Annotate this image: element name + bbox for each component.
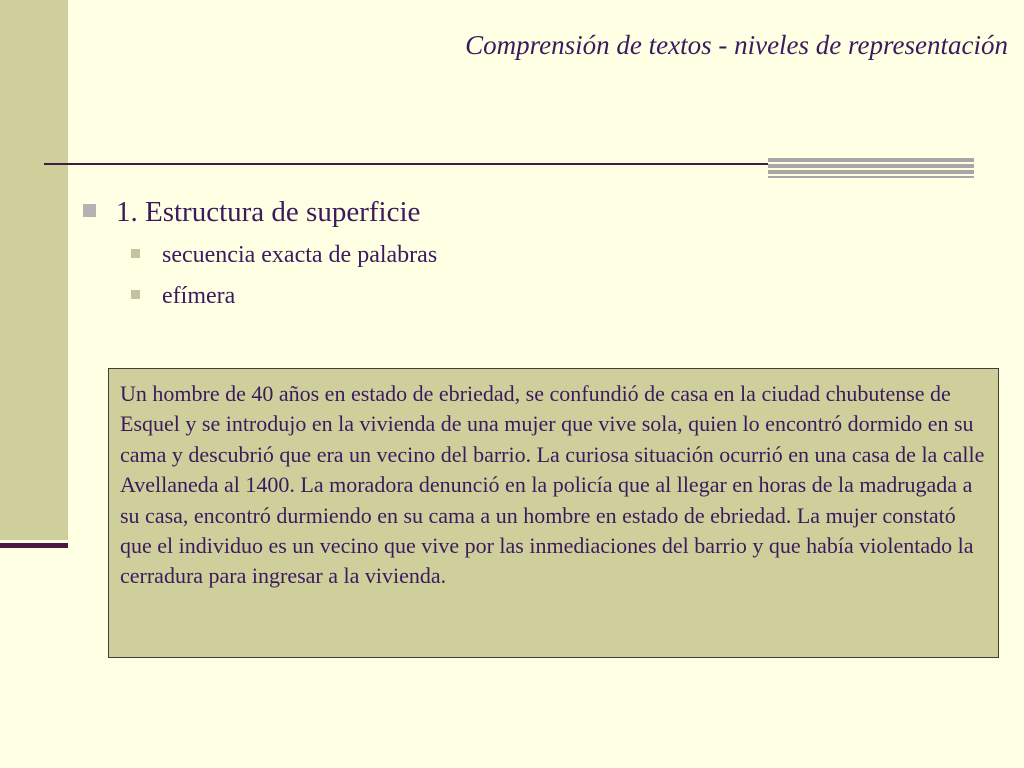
news-text-box: Un hombre de 40 años en estado de ebriedad, se confundió de casa en la ciudad chubutense de Esquel y se introdujo en la vivienda de una mujer que vive sola, quien lo encontró dormido en su cama y descubrió que era un vecino del barrio. La curiosa situación ocurrió en una casa de la calle Avellaneda al 1400. La moradora denunció en la policía que al llegar en horas de la madrugada a su casa, encontró durmiendo en su cama a un hombre en estado de ebriedad. La mujer constató que el individuo es un vecino que vive por las inmediaciones del barrio y que había violentado la cerradura para ingresar a la vivienda. bbox=[108, 368, 999, 658]
square-bullet-icon bbox=[83, 204, 96, 217]
left-decorative-underline bbox=[0, 543, 68, 548]
square-bullet-icon bbox=[131, 249, 140, 258]
bullet-sub-text: secuencia exacta de palabras bbox=[162, 242, 438, 268]
left-decorative-band bbox=[0, 0, 68, 540]
square-bullet-icon bbox=[131, 290, 140, 299]
bullet-sub-text: efímera bbox=[162, 283, 236, 309]
bullet-main-text: 1. Estructura de superficie bbox=[116, 196, 421, 228]
bullet-sub-1 bbox=[131, 242, 437, 269]
title-divider-accent bbox=[768, 158, 974, 178]
bullet-sub-2 bbox=[131, 283, 235, 310]
slide-title: Comprensión de textos - niveles de representación bbox=[465, 30, 1008, 60]
bullet-main bbox=[83, 196, 420, 229]
